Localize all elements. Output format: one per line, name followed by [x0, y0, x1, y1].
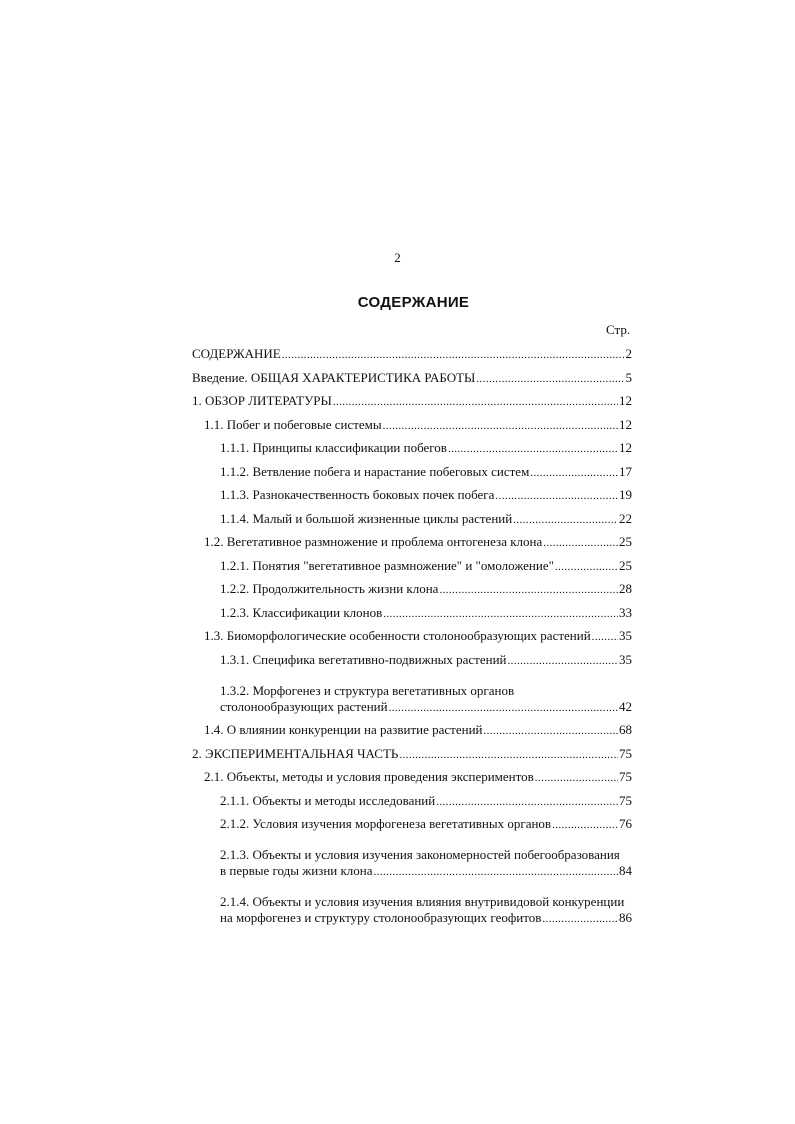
toc-entry[interactable] — [192, 742, 632, 766]
toc-leader-dots — [543, 530, 618, 554]
toc-leader-dots — [282, 342, 625, 366]
toc-entry-page: 2 — [625, 346, 632, 361]
toc-leader-dots — [621, 836, 631, 860]
toc-leader-dots — [383, 413, 618, 437]
toc-leader-dots — [515, 671, 631, 695]
toc-entry-page: 35 — [619, 628, 632, 643]
toc-entry-label: 1.1. Побег и побеговые системы — [204, 416, 382, 432]
toc-entry[interactable] — [192, 342, 632, 366]
toc-leader-dots — [436, 789, 618, 813]
toc-leader-dots — [399, 742, 618, 766]
toc-entry-page: 35 — [619, 651, 632, 667]
toc-entry[interactable] — [192, 718, 632, 742]
toc-entry-page: 12 — [619, 393, 632, 408]
toc-leader-dots — [530, 460, 618, 484]
toc-entry-page: 5 — [625, 369, 632, 385]
toc-leader-dots — [389, 695, 618, 719]
toc-entry-page: 22 — [619, 510, 632, 526]
toc-entry-label: 1.2.2. Продолжительность жизни клона — [220, 581, 439, 596]
toc-entry-label: 1. ОБЗОР ЛИТЕРАТУРЫ — [192, 393, 332, 408]
toc-entry-page: 19 — [619, 487, 632, 502]
toc-entry-label: 2.1.3. Объекты и условия изучения закономерностей побегообразования — [220, 847, 620, 862]
toc-entry-page: 75 — [619, 745, 632, 761]
toc-entry-label: СОДЕРЖАНИЕ — [192, 346, 281, 361]
page-number: 2 — [394, 250, 401, 265]
toc-entry-label: 1.1.3. Разнокачественность боковых почек побега — [220, 487, 495, 502]
toc-leader-dots — [333, 389, 618, 413]
toc-entry-label: 1.1.4. Малый и большой жизненные циклы растений — [220, 510, 513, 526]
toc-entry-label: 1.2.3. Классификации клонов — [220, 604, 383, 620]
table-of-contents — [192, 342, 632, 930]
toc-leader-dots — [476, 366, 624, 390]
toc-entry[interactable] — [192, 366, 632, 390]
toc-entry[interactable] — [192, 765, 632, 789]
toc-leader-dots — [484, 718, 619, 742]
toc-entry-page: 17 — [619, 463, 632, 479]
toc-entry[interactable] — [192, 436, 632, 460]
toc-entry[interactable] — [192, 577, 632, 601]
toc-leader-dots — [495, 483, 618, 507]
toc-entry[interactable] — [192, 648, 632, 672]
toc-leader-dots — [448, 436, 618, 460]
toc-leader-dots — [439, 577, 618, 601]
toc-entry[interactable] — [192, 883, 632, 907]
toc-entry-label: 1.1.2. Ветвление побега и нарастание побеговых систем — [220, 463, 530, 479]
toc-entry-page: 75 — [619, 769, 632, 784]
toc-entry-label: в первые годы жизни клона — [220, 863, 373, 878]
toc-leader-dots — [535, 765, 618, 789]
toc-entry-page: 28 — [619, 581, 632, 596]
toc-entry-page: 25 — [619, 557, 632, 573]
toc-entry[interactable] — [192, 671, 632, 698]
toc-entry-page: 42 — [619, 698, 632, 714]
toc-entry-label: 1.1.1. Принципы классификации побегов — [220, 440, 447, 455]
toc-entry[interactable] — [192, 906, 632, 930]
toc-leader-dots — [383, 601, 618, 625]
page-title: СОДЕРЖАНИЕ — [357, 294, 470, 311]
toc-entry-page: 12 — [619, 440, 632, 455]
toc-entry-label: 2.1.1. Объекты и методы исследований — [220, 792, 436, 808]
toc-entry-page: 33 — [619, 604, 632, 620]
toc-entry[interactable] — [192, 554, 632, 578]
toc-entry-label: 2.1.2. Условия изучения морфогенеза вегетативных органов — [220, 816, 552, 831]
toc-entry-label: столонообразующих растений — [220, 698, 388, 714]
toc-entry[interactable] — [192, 601, 632, 625]
toc-leader-dots — [592, 624, 618, 648]
toc-entry-label: 1.3. Биоморфологические особенности столонообразующих растений — [204, 628, 591, 643]
toc-entry[interactable] — [192, 460, 632, 484]
toc-entry-page: 25 — [619, 534, 632, 549]
toc-entry[interactable] — [192, 413, 632, 437]
toc-entry-label: на морфогенез и структуру столонообразующих геофитов — [220, 910, 542, 925]
toc-leader-dots — [625, 883, 631, 907]
toc-entry[interactable] — [192, 836, 632, 860]
toc-entry-label: 1.3.2. Морфогенез и структура вегетативных органов — [220, 682, 515, 698]
page-column-label: Стр. — [606, 322, 631, 337]
toc-entry-page: 84 — [619, 863, 632, 878]
toc-entry[interactable] — [192, 530, 632, 554]
toc-entry-page: 68 — [619, 722, 632, 737]
toc-entry-page: 86 — [619, 910, 632, 925]
toc-entry[interactable] — [192, 483, 632, 507]
toc-entry-page: 12 — [619, 416, 632, 432]
toc-entry-page: 75 — [619, 792, 632, 808]
toc-entry[interactable] — [192, 389, 632, 413]
toc-entry[interactable] — [192, 859, 632, 883]
toc-entry-label: 1.2. Вегетативное размножение и проблема онтогенеза клона — [204, 534, 543, 549]
toc-entry[interactable] — [192, 695, 632, 719]
toc-leader-dots — [542, 906, 618, 930]
toc-entry-label: 1.2.1. Понятия "вегетативное размножение" и "омоложение" — [220, 557, 554, 573]
toc-entry[interactable] — [192, 624, 632, 648]
toc-entry-label: 2.1. Объекты, методы и условия проведения экспериментов — [204, 769, 534, 784]
toc-leader-dots — [508, 648, 618, 672]
toc-entry-label: 2. ЭКСПЕРИМЕНТАЛЬНАЯ ЧАСТЬ — [192, 745, 399, 761]
toc-entry-label: 1.4. О влиянии конкуренции на развитие растений — [204, 722, 483, 737]
toc-entry-label: Введение. ОБЩАЯ ХАРАКТЕРИСТИКА РАБОТЫ — [192, 369, 476, 385]
toc-entry[interactable] — [192, 812, 632, 836]
toc-entry-label: 2.1.4. Объекты и условия изучения влияния внутривидовой конкуренции — [220, 894, 625, 909]
toc-entry[interactable] — [192, 789, 632, 813]
toc-leader-dots — [513, 507, 618, 531]
toc-leader-dots — [374, 859, 618, 883]
toc-entry-page: 76 — [619, 816, 632, 831]
toc-entry-label: 1.3.1. Специфика вегетативно-подвижных растений — [220, 651, 507, 667]
toc-entry[interactable] — [192, 507, 632, 531]
toc-leader-dots — [555, 554, 618, 578]
toc-leader-dots — [552, 812, 618, 836]
